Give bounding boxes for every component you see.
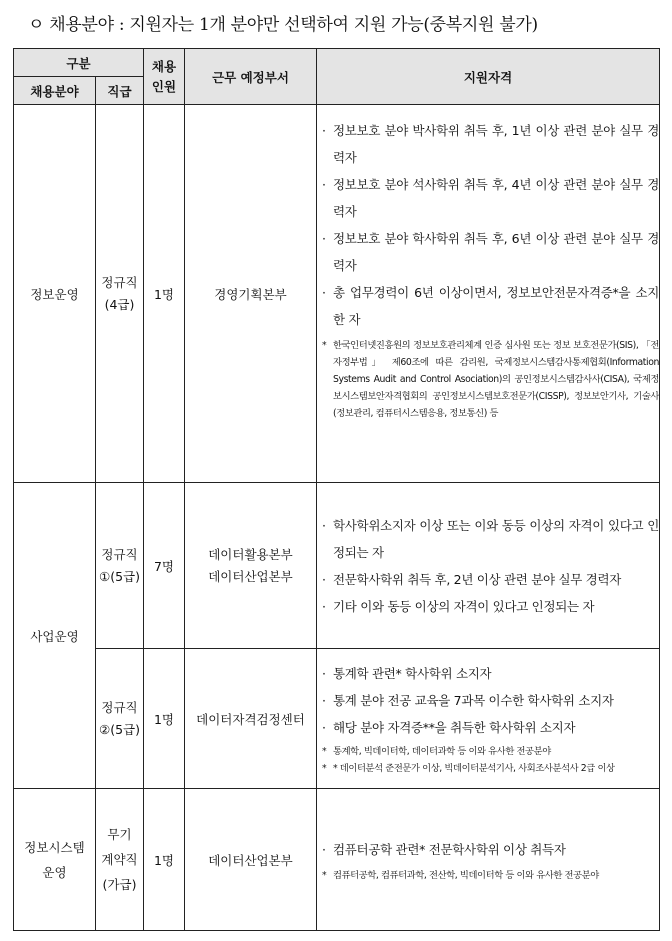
field-cell: 사업운영 [14,483,96,789]
header-group: 구분 [14,49,144,77]
qualification-item: · 정보보호 분야 석사학위 취득 후, 4년 이상 관련 분야 실무 경력자 [321,171,659,225]
rank-cell: 정규직 (4급) [96,105,144,483]
qualification-item: · 기타 이와 동등 이상의 자격이 있다고 인정되는 자 [321,593,659,620]
header-dept: 근무 예정부서 [185,49,317,105]
qualification-item: · 컴퓨터공학 관련* 전문학사학위 이상 취득자 [321,836,659,863]
dept-cell: 데이터활용본부 데이터산업본부 [185,483,317,649]
qualification-item: · 전문학사학위 취득 후, 2년 이상 관련 분야 실무 경력자 [321,566,659,593]
qualification-note: * 통계학, 빅데이터학, 데이터과학 등 이와 유사한 전공분야 [321,743,659,760]
qualification-item: · 정보보호 분야 박사학위 취득 후, 1년 이상 관련 분야 실무 경력자 [321,117,659,171]
table-row [14,105,660,483]
header-field: 채용분야 [14,77,96,105]
dept-cell: 데이터자격검정센터 [185,649,317,789]
qualification-note: * 한국인터넷진흥원의 정보보호관리체계 인증 심사원 또는 정보 보호전문가(SIS), 「전자정부법」 제60조에 따른 감리원, 국제정보시스템감사통제협회(Information Systems Audit and Control Asociation)의 공인정보시스템감사사(CISA), 국제정보시스템보안자격협회의 공인정보시스템보호전문가(CISSP), 정보보안기사, 기술사(정보관리, 컴퓨터시스템응용, 정보통신) 등 [321,337,659,422]
qualification-note: * 컴퓨터공학, 컴퓨터과학, 전산학, 빅데이터학 등 이와 유사한 전공분야 [321,867,659,884]
header-headcount: 채용 인원 [144,49,185,105]
qualification-item: · 학사학위소지자 이상 또는 이와 동등 이상의 자격이 있다고 인정되는 자 [321,512,659,566]
table-row [14,483,660,649]
qualification-item: · 통계학 관련* 학사학위 소지자 [321,660,659,687]
headcount-cell: 7명 [144,483,185,649]
rank-cell: 정규직 ①(5급) [96,483,144,649]
qualification-item: · 해당 분야 자격증**을 취득한 학사학위 소지자 [321,714,659,741]
qualification-item: · 통계 분야 전공 교육을 7과목 이수한 학사학위 소지자 [321,687,659,714]
qualifications-cell [317,483,660,649]
dept-cell: 경영기획본부 [185,105,317,483]
qualifications-cell [317,789,660,931]
headcount-cell: 1명 [144,789,185,931]
rank-cell: 무기 계약직 (가급) [96,789,144,931]
qualifications-cell [317,105,660,483]
table-row [14,789,660,931]
qualifications-cell [317,649,660,789]
rank-cell: 정규직 ②(5급) [96,649,144,789]
field-cell: 정보운영 [14,105,96,483]
qualification-item: · 총 업무경력이 6년 이상이면서, 정보보안전문자격증*을 소지한 자 [321,279,659,333]
qualification-item: · 정보보호 분야 학사학위 취득 후, 6년 이상 관련 분야 실무 경력자 [321,225,659,279]
header-rank: 직급 [96,77,144,105]
qualification-note: * * 데이터분석 준전문가 이상, 빅데이터분석기사, 사회조사분석사 2급 이상 [321,760,659,777]
recruitment-table [13,48,660,931]
headcount-cell: 1명 [144,649,185,789]
page-heading: ㅇ 채용분야 : 지원자는 1개 분야만 선택하여 지원 가능(중복지원 불가) [28,15,538,35]
dept-cell: 데이터산업본부 [185,789,317,931]
table-row [14,649,660,789]
headcount-cell: 1명 [144,105,185,483]
field-cell: 정보시스템 운영 [14,789,96,931]
header-qualifications: 지원자격 [317,49,660,105]
